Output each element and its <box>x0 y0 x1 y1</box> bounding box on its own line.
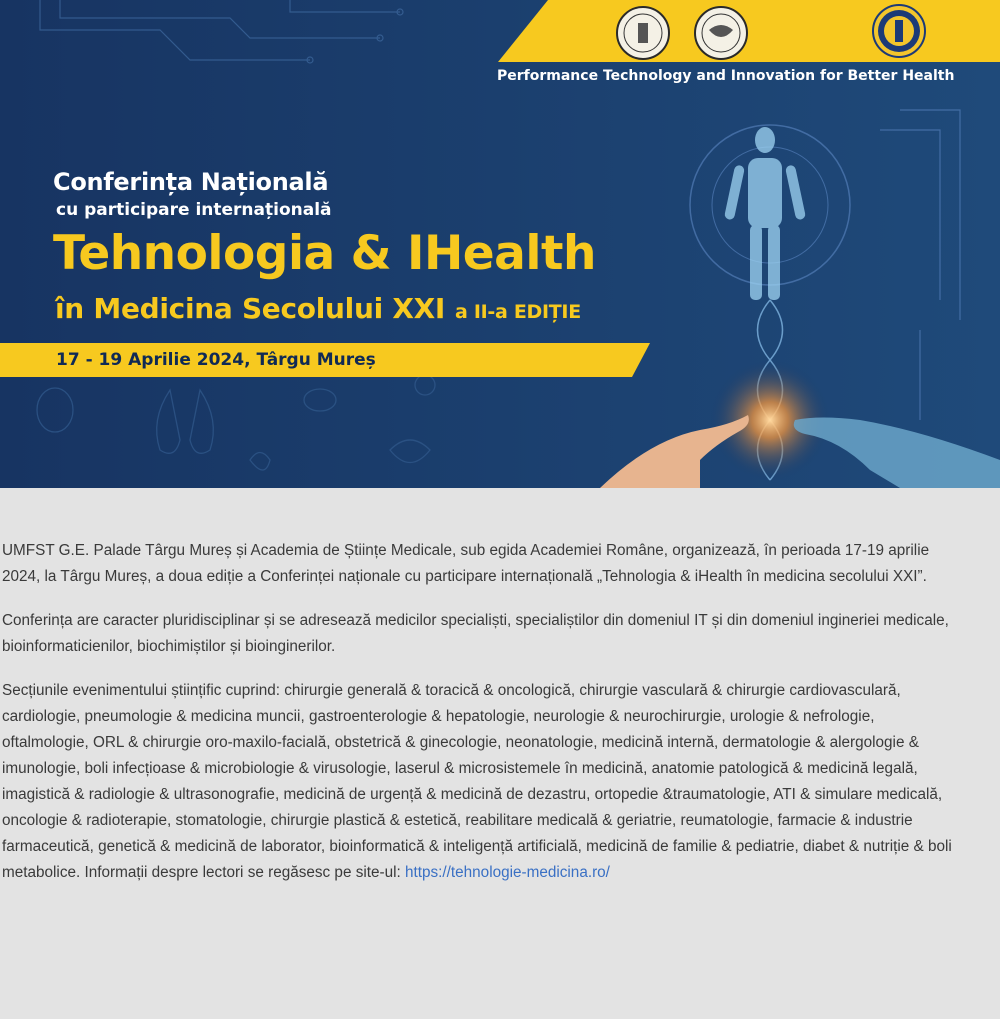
romanian-academy-seal-icon <box>872 4 926 58</box>
date-location: 17 - 19 Aprilie 2024, Târgu Mureș <box>56 350 376 370</box>
paragraph-sections <box>2 678 962 886</box>
website-link[interactable]: https://tehnologie-medicina.ro/ <box>405 864 610 881</box>
sub-title <box>55 292 581 325</box>
article-body <box>2 538 962 904</box>
sections-text: Secțiunile evenimentului științific cuprind: chirurgie generală & toracică & oncologică, chirurgie vasculară & chirurgie cardiovasculară, cardiologie, pneumologie & medicina muncii, gastroenterologie & hepatologie, neurologie & neurochirurgie, urologie & nefrologie, oftalmologie, ORL & chirurgie oro-maxilo-facială, obstetrică & ginecologie, neonatologie, medicină internă, dermatologie & alergologie & imunologie, boli infecțioase & microbiologie & virusologie, laserul & microsistemele în medicină, anatomie patologică & medicină legală, imagistică & radiologie & ultrasonografie, medicină de urgență & medicină de dezastru, ortopedie &traumatologie, ATI & simulare medicală, oncologie & radioterapie, stomatologie, chirurgie plastică & estetică, reabilitare medicală & geriatrie, reumatologie, farmacie & industrie farmaceutică, genetică & medicină de laborator, bioinformatică & inteligență artificială, medicină de familie & pediatrie, diabet & nutriție & boli metabolice. Informații despre lectori se regăsesc pe site-ul: <box>2 682 952 881</box>
main-title: Tehnologia & IHealth <box>53 226 596 281</box>
conference-title: Conferința Națională <box>53 168 329 196</box>
university-seal-icon <box>616 6 670 60</box>
paragraph-audience: Conferința are caracter pluridisciplinar și se adresează medicilor specialiști, specialiștilor din domeniul IT și din domeniul ingineriei medicale, bioinformaticienilor, biochimiștilor și bioinginerilor. <box>2 612 949 655</box>
sub-title-text: în Medicina Secolului XXI <box>55 292 446 325</box>
conference-subtitle: cu participare internațională <box>56 200 332 220</box>
conference-banner <box>0 0 1000 488</box>
paragraph-intro: UMFST G.E. Palade Târgu Mureș și Academia de Științe Medicale, sub egida Academiei Române, organizează, în perioada 17-19 aprilie 2024, la Târgu Mureș, a doua ediție a Conferinței naționale cu participare internațională „Tehnologia & iHealth în medicina secolului XXI”. <box>2 542 930 585</box>
banner-tagline: Performance Technology and Innovation for Better Health <box>497 68 955 84</box>
edition-label: a II-a EDIȚIE <box>455 301 581 323</box>
academy-seal-icon <box>694 6 748 60</box>
